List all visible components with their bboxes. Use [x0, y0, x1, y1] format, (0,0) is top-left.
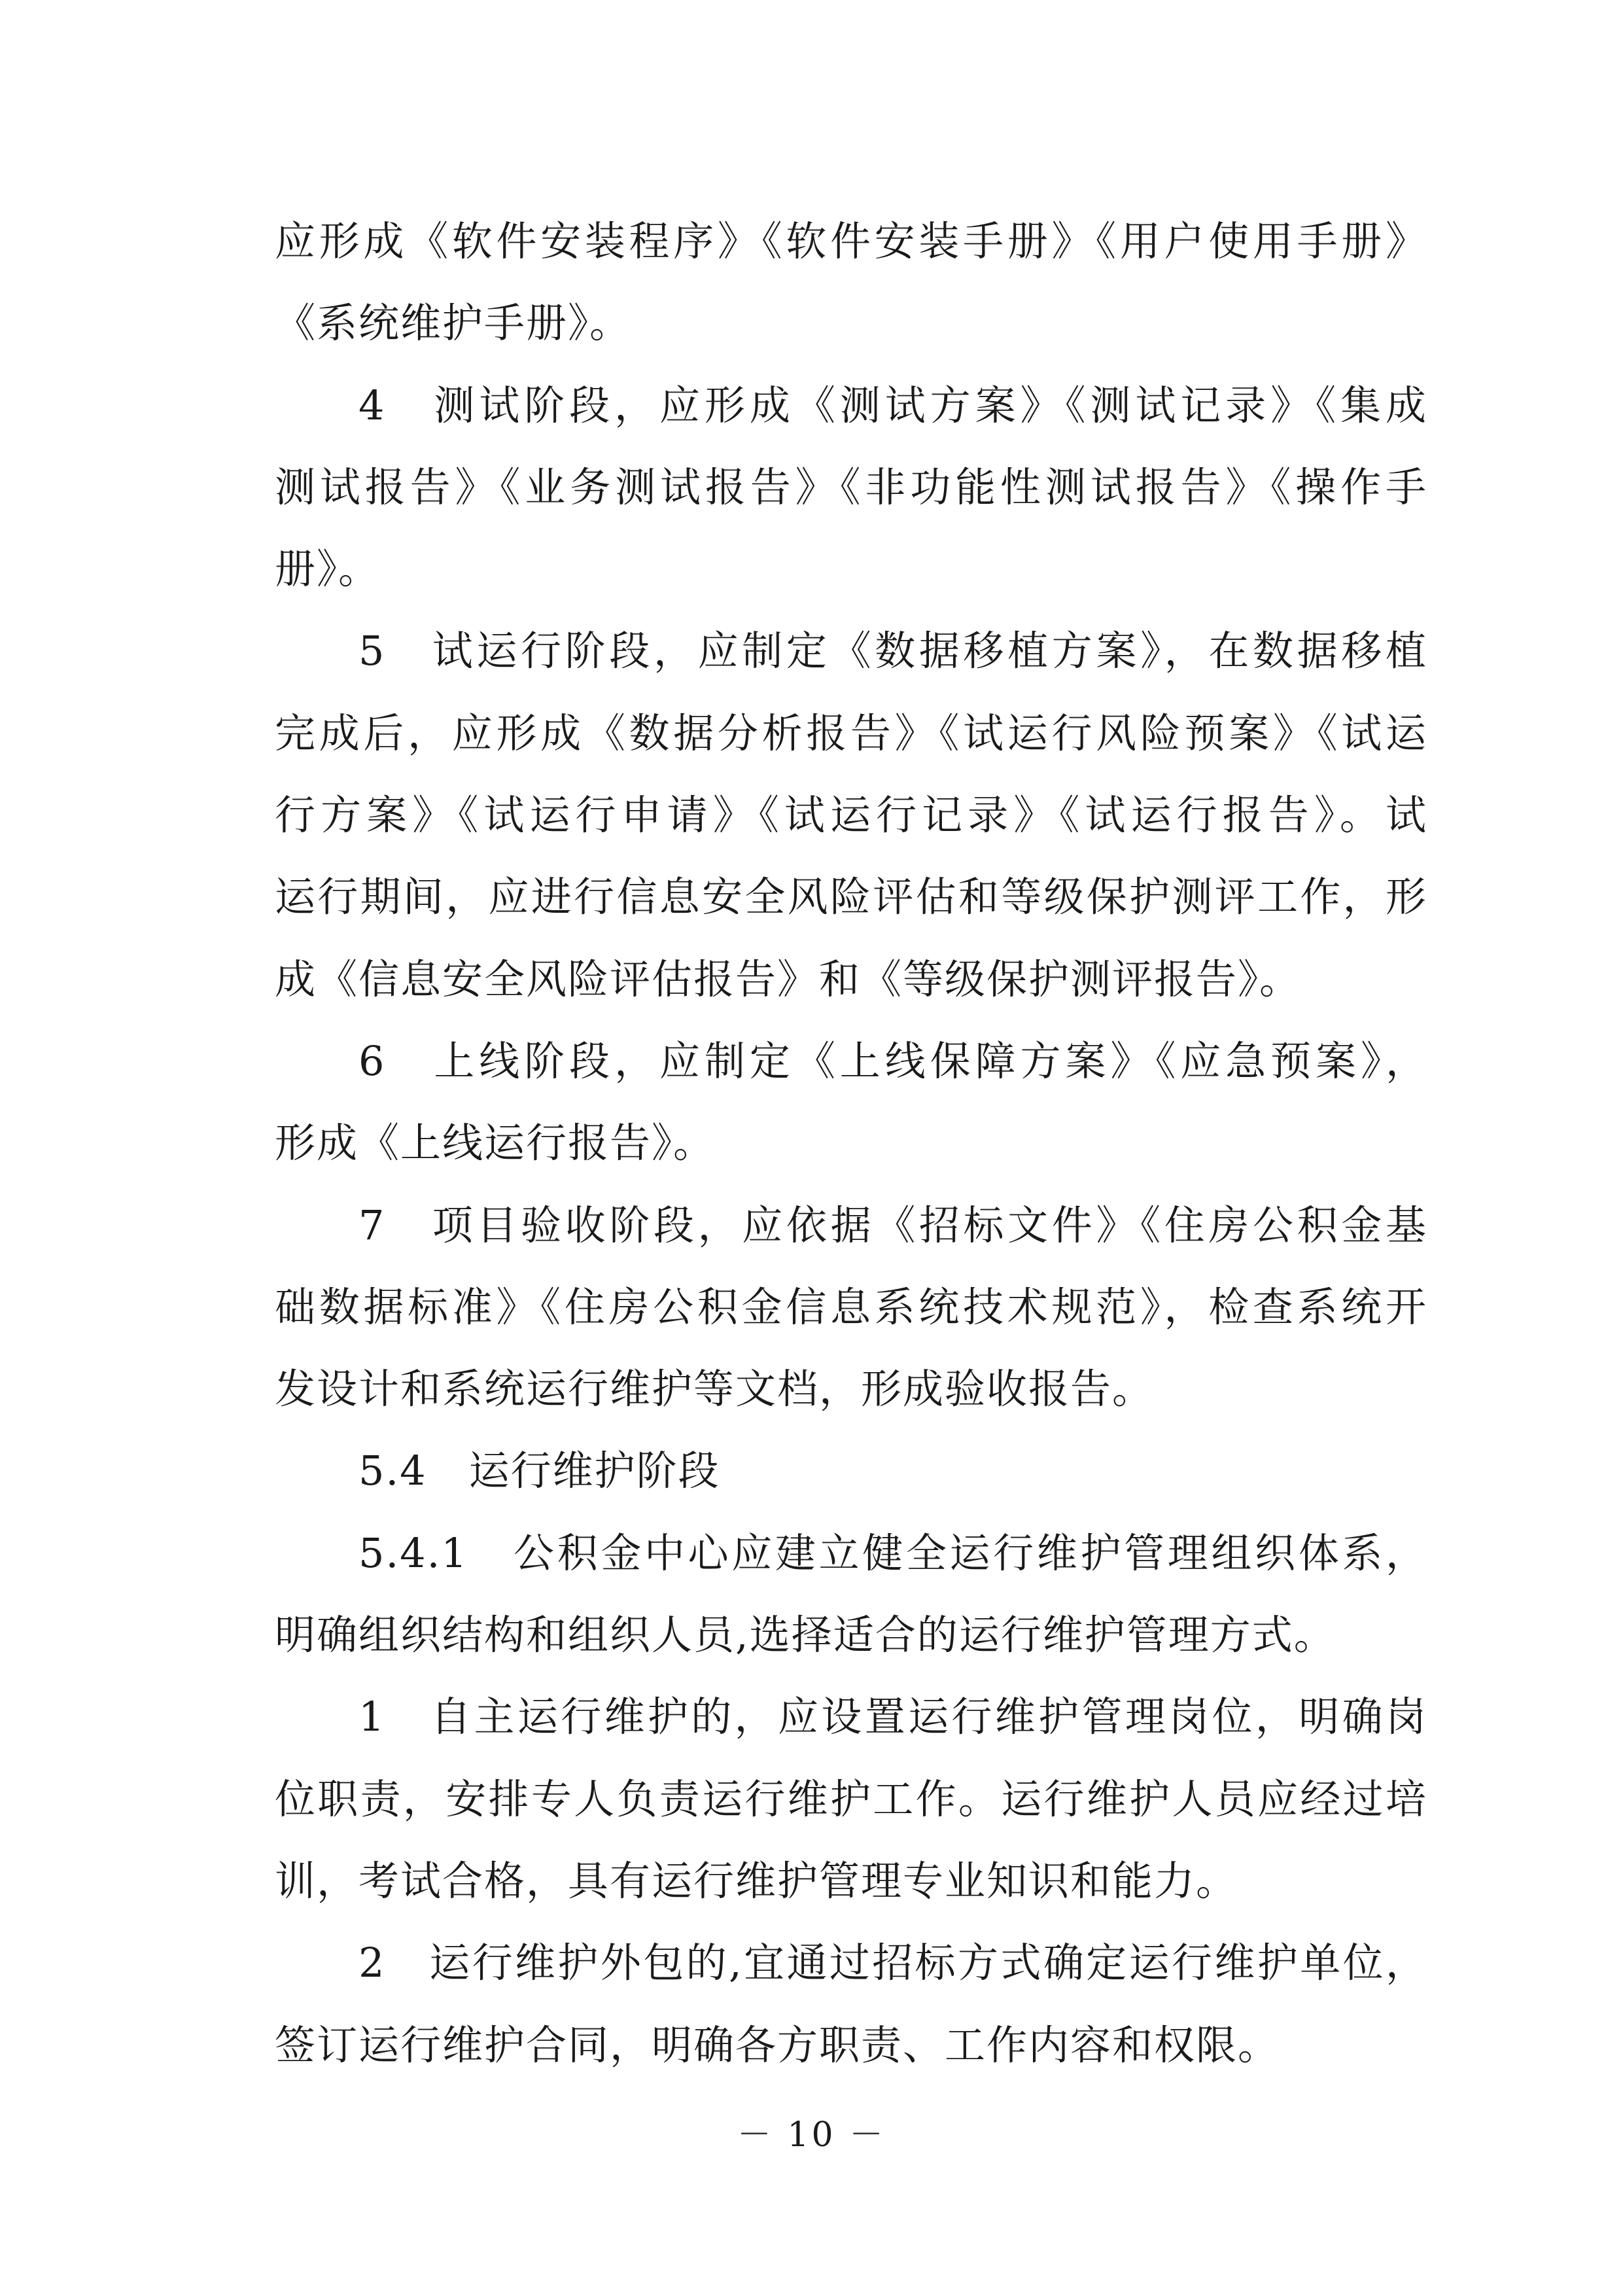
- text-line: 行方案》《试运行申请》《试运行记录》《试运行报告》。试: [275, 791, 1427, 839]
- text-line: 应形成《软件安装程序》《软件安装手册》《用户使用手册》: [275, 217, 1427, 265]
- text-line: 4 测试阶段，应形成《测试方案》《测试记录》《集成: [358, 381, 1427, 429]
- text-line: 1 自主运行维护的，应设置运行维护管理岗位，明确岗: [358, 1693, 1427, 1741]
- text-line: 发设计和系统运行维护等文档，形成验收报告。: [275, 1365, 1155, 1413]
- text-line: 明确组织结构和组织人员,选择适合的运行维护管理方式。: [275, 1611, 1336, 1659]
- text-line: 测试报告》《业务测试报告》《非功能性测试报告》《操作手: [275, 463, 1427, 511]
- text-line: 础数据标准》《住房公积金信息系统技术规范》，检查系统开: [275, 1282, 1427, 1331]
- text-line: 形成《上线运行报告》。: [275, 1119, 716, 1167]
- text-line: 2 运行维护外包的,宜通过招标方式确定运行维护单位，: [358, 1939, 1427, 1987]
- text-line: 6 上线阶段，应制定《上线保障方案》《应急预案》，: [358, 1036, 1427, 1085]
- text-line: 完成后，应形成《数据分析报告》《试运行风险预案》《试运: [275, 709, 1427, 757]
- page-number: － 10 －: [737, 2115, 886, 2155]
- body-text: [275, 200, 1427, 2086]
- text-line: 训，考试合格，具有运行维护管理专业知识和能力。: [275, 1856, 1238, 1905]
- text-line: 5 试运行阶段，应制定《数据移植方案》，在数据移植: [358, 627, 1427, 675]
- text-line: 《系统维护手册》。: [275, 299, 632, 347]
- text-line: 册》。: [275, 545, 381, 593]
- text-line: 7 项目验收阶段，应依据《招标文件》《住房公积金基: [358, 1201, 1427, 1249]
- text-line: 运行期间，应进行信息安全风险评估和等级保护测评工作，形: [275, 873, 1427, 921]
- text-line: 位职责，安排专人负责运行维护工作。运行维护人员应经过培: [275, 1775, 1427, 1823]
- section-heading: 5.4 运行维护阶段: [358, 1447, 720, 1495]
- text-line: 5.4.1 公积金中心应建立健全运行维护管理组织体系，: [358, 1528, 1427, 1577]
- text-line: 成《信息安全风险评估报告》和《等级保护测评报告》。: [275, 955, 1302, 1003]
- text-line: 签订运行维护合同，明确各方职责、工作内容和权限。: [275, 2021, 1280, 2069]
